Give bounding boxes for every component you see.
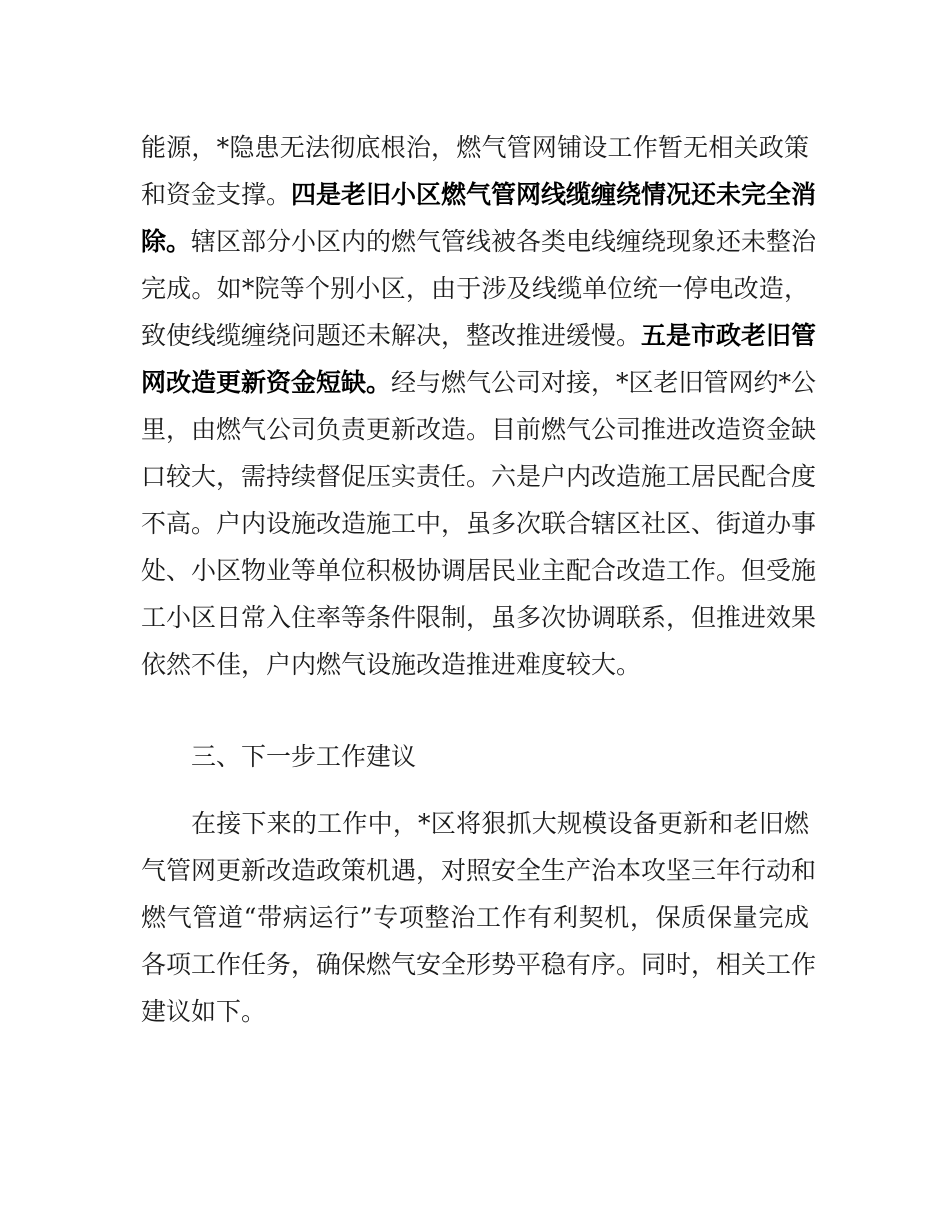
bold-point-four: 四是老旧小区燃气管网线缆缠绕情况还未完全消 bbox=[291, 180, 817, 209]
text: 辖区部分小区内的燃气管线被各类电线缠绕现象还未整治 bbox=[191, 227, 817, 256]
text-line bbox=[141, 941, 817, 988]
text: 完成。如*院等个别小区，由于涉及线缆单位统一停电改造， bbox=[141, 274, 809, 303]
text-line bbox=[141, 312, 817, 359]
text: 和资金支撑。 bbox=[141, 180, 292, 209]
text: 里，由燃气公司负责更新改造。目前燃气公司推进改造资金缺 bbox=[141, 415, 817, 444]
bold-point-four-end: 除。 bbox=[141, 227, 192, 256]
section-heading: 三、下一步工作建议 bbox=[191, 742, 417, 771]
text-line bbox=[141, 406, 817, 453]
text-line bbox=[141, 641, 809, 688]
text: 不高。户内设施改造施工中，虽多次联合辖区社区、街道办事 bbox=[141, 509, 817, 538]
text-line bbox=[141, 218, 817, 265]
spacer bbox=[141, 688, 809, 733]
text: 在接下来的工作中，*区将狠抓大规模设备更新和老旧燃 bbox=[191, 809, 809, 838]
text: 致使线缆缠绕问题还未解决，整改推进缓慢。 bbox=[141, 321, 642, 350]
text-line bbox=[141, 453, 817, 500]
text: 能源，*隐患无法彻底根治，燃气管网铺设工作暂无相关政策 bbox=[141, 133, 809, 162]
text: 经与燃气公司对接，*区老旧管网约*公 bbox=[391, 368, 817, 397]
text: 工小区日常入住率等条件限制，虽多次协调联系，但推进效果 bbox=[141, 603, 817, 632]
text-line bbox=[141, 265, 809, 312]
paragraph-problems bbox=[141, 124, 817, 688]
text-line bbox=[141, 171, 817, 218]
text: 处、小区物业等单位积极协调居民业主配合改造工作。但受施 bbox=[141, 556, 817, 585]
text-line bbox=[141, 594, 817, 641]
text: 燃气管道“带病运行”专项整治工作有利契机，保质保量完成 bbox=[141, 903, 809, 932]
text: 气管网更新改造政策机遇，对照安全生产治本攻坚三年行动和 bbox=[141, 856, 817, 885]
text: 建议如下。 bbox=[141, 997, 267, 1026]
text-line bbox=[141, 547, 817, 594]
text-line bbox=[141, 800, 809, 847]
text-line bbox=[141, 500, 817, 547]
bold-point-five: 五是市政老旧管 bbox=[641, 321, 817, 350]
text-line bbox=[141, 124, 809, 171]
text-line bbox=[141, 988, 809, 1035]
text-line bbox=[141, 847, 817, 894]
text-line bbox=[141, 359, 817, 406]
document-page bbox=[141, 124, 817, 1035]
spacer bbox=[141, 780, 809, 800]
bold-point-five-end: 网改造更新资金短缺。 bbox=[141, 368, 392, 397]
text: 依然不佳，户内燃气设施改造推进难度较大。 bbox=[141, 650, 642, 679]
text: 口较大，需持续督促压实责任。六是户内改造施工居民配合度 bbox=[141, 462, 817, 491]
text: 各项工作任务，确保燃气安全形势平稳有序。同时，相关工作 bbox=[141, 950, 817, 979]
paragraph-suggestions bbox=[141, 800, 817, 1035]
text-line bbox=[141, 894, 809, 941]
